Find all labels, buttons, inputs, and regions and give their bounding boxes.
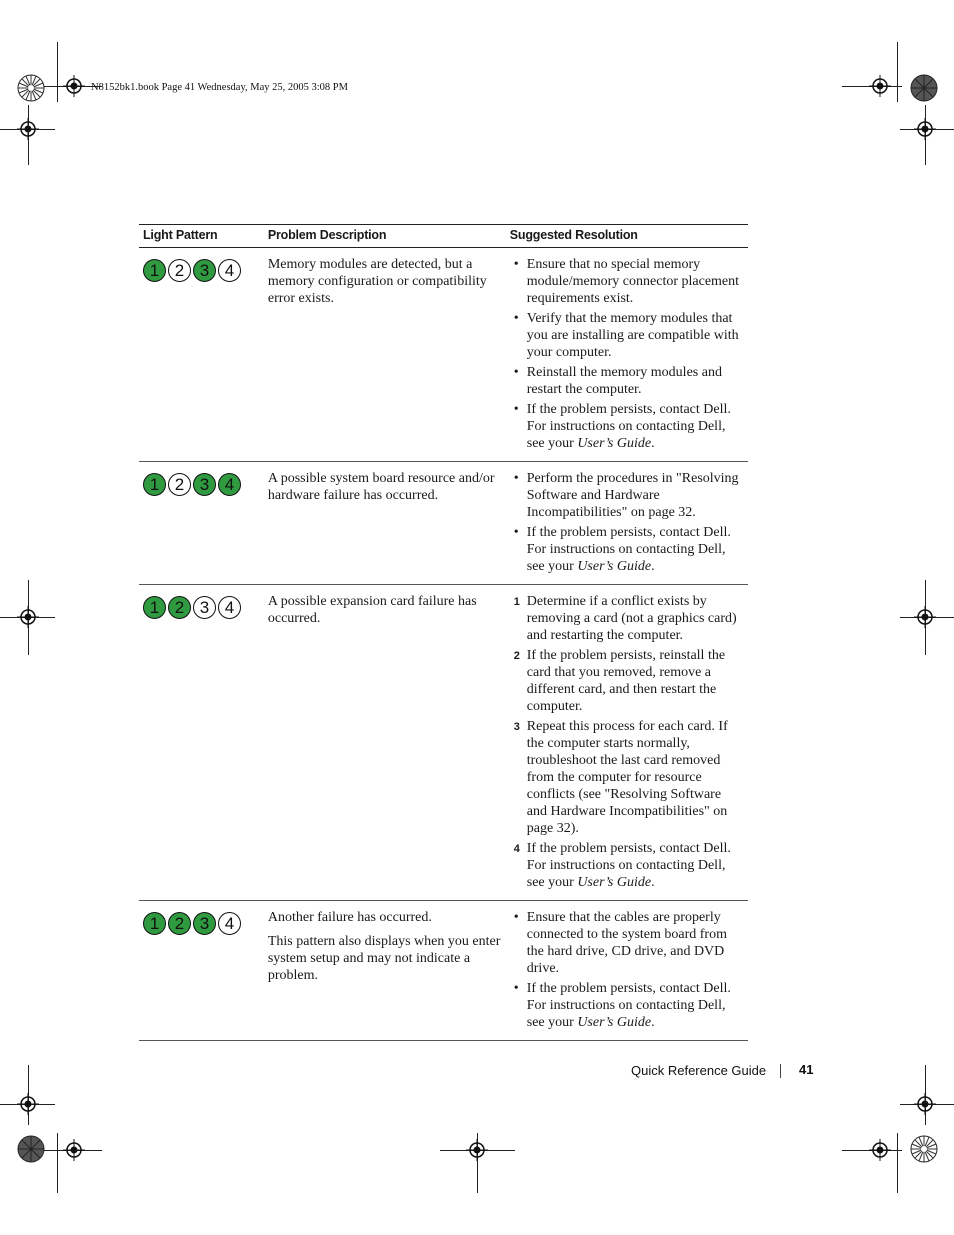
table-header-row (139, 225, 748, 248)
diagnostic-light-1-on: 1 (143, 912, 166, 935)
registration-mark-icon (17, 606, 39, 628)
diagnostic-light-1-on: 1 (143, 473, 166, 496)
resolution-text: Determine if a conflict exists by removing a card (not a graphics card) and restarting the computer. (526, 594, 737, 643)
crop-mark (57, 1133, 58, 1193)
suggested-resolution-cell (506, 585, 748, 901)
header-light-pattern: Light Pattern (139, 225, 264, 248)
diagnostic-lights-table (139, 224, 748, 1041)
starburst-target-icon (910, 74, 938, 102)
problem-description-text: This pattern also displays when you enter system setup and may not indicate a problem. (267, 934, 501, 983)
light-pattern-cell (139, 585, 264, 901)
header-problem-description: Problem Description (264, 225, 506, 248)
guide-title-reference: User’s Guide (577, 875, 652, 890)
diagnostic-light-4-off: 4 (218, 596, 241, 619)
resolution-text-tail: . (651, 559, 655, 574)
crop-mark (57, 42, 58, 102)
registration-mark-icon (914, 606, 936, 628)
problem-description-cell (264, 248, 506, 462)
resolution-text: If the problem persists, contact Dell. For instructions on contacting Dell, see your (526, 981, 731, 1030)
resolution-text: Verify that the memory modules that you are installing are compatible with your computer. (526, 311, 739, 360)
resolution-text-tail: . (651, 1015, 655, 1030)
problem-description-text: A possible expansion card failure has occurred. (267, 594, 477, 626)
guide-title-reference: User’s Guide (577, 436, 652, 451)
table-row (139, 901, 748, 1041)
resolution-text: If the problem persists, contact Dell. For instructions on contacting Dell, see your (526, 841, 731, 890)
diagnostic-light-2-off: 2 (168, 259, 191, 282)
diagnostic-light-1-on: 1 (143, 596, 166, 619)
guide-title-reference: User’s Guide (577, 1015, 652, 1030)
table-row (139, 462, 748, 585)
diagnostic-lights (143, 464, 260, 496)
resolution-text: If the problem persists, contact Dell. For instructions on contacting Dell, see your (526, 525, 731, 574)
diagnostic-light-3-off: 3 (193, 596, 216, 619)
resolution-text: Perform the procedures in "Resolving Software and Hardware Incompatibilities" on page 32. (526, 471, 739, 520)
diagnostic-lights (143, 250, 260, 282)
resolution-item (510, 980, 744, 1031)
registration-mark-icon (17, 118, 39, 140)
diagnostic-light-2-on: 2 (168, 596, 191, 619)
diagnostic-light-4-on: 4 (218, 473, 241, 496)
registration-mark-icon (914, 118, 936, 140)
diagnostic-light-2-on: 2 (168, 912, 191, 935)
resolution-item (510, 401, 744, 452)
resolution-text: If the problem persists, reinstall the card that you removed, remove a different card, and then restart the computer. (526, 648, 726, 714)
resolution-text: Reinstall the memory modules and restart the computer. (526, 365, 722, 397)
resolution-item (510, 909, 744, 977)
suggested-resolution-cell (506, 901, 748, 1041)
resolution-item (510, 364, 744, 398)
footer-title: Quick Reference Guide (631, 1063, 767, 1078)
table-row (139, 585, 748, 901)
diagnostic-light-1-on: 1 (143, 259, 166, 282)
footer-divider (780, 1064, 781, 1078)
diagnostic-light-2-off: 2 (168, 473, 191, 496)
step-number: 1 (513, 596, 520, 608)
step-number: 3 (513, 721, 520, 733)
light-pattern-cell (139, 248, 264, 462)
resolution-bullet-list (510, 256, 744, 452)
resolution-item (510, 718, 744, 837)
suggested-resolution-cell (506, 248, 748, 462)
diagnostic-light-4-off: 4 (218, 912, 241, 935)
problem-description-text: Memory modules are detected, but a memory configuration or compatibility error exists. (267, 257, 487, 306)
resolution-text: Ensure that no special memory module/memory connector placement requirements exist. (526, 257, 740, 306)
table-body (139, 248, 748, 1041)
problem-description-cell (264, 901, 506, 1041)
light-pattern-cell (139, 901, 264, 1041)
header-suggested-resolution: Suggested Resolution (506, 225, 748, 248)
crop-mark (897, 1133, 898, 1193)
resolution-bullet-list (510, 470, 744, 575)
registration-mark-icon (466, 1139, 488, 1161)
diagnostic-light-3-on: 3 (193, 912, 216, 935)
resolution-item (510, 256, 744, 307)
starburst-target-icon (17, 74, 45, 102)
light-pattern-cell (139, 462, 264, 585)
page-number: 41 (799, 1062, 814, 1077)
registration-mark-icon (869, 75, 891, 97)
guide-title-reference: User’s Guide (577, 559, 652, 574)
suggested-resolution-cell (506, 462, 748, 585)
problem-description-text: A possible system board resource and/or hardware failure has occurred. (267, 471, 495, 503)
starburst-target-icon (17, 1135, 45, 1163)
diagnostic-light-3-on: 3 (193, 473, 216, 496)
resolution-text: Repeat this process for each card. If the computer starts normally, troubleshoot the last card removed from the computer for resource conflicts (see "Resolving Software and Hardware Incompatibilities" on page 32). (526, 719, 728, 836)
starburst-target-icon (910, 1135, 938, 1163)
resolution-item (510, 310, 744, 361)
resolution-text-tail: . (651, 436, 655, 451)
registration-mark-icon (17, 1093, 39, 1115)
resolution-item (510, 593, 744, 644)
registration-mark-icon (869, 1139, 891, 1161)
resolution-item (510, 524, 744, 575)
diagnostic-lights (143, 903, 260, 935)
step-number: 2 (513, 650, 520, 662)
resolution-text: Ensure that the cables are properly connected to the system board from the hard drive, CD drive, and DVD drive. (526, 910, 727, 976)
diagnostic-light-4-off: 4 (218, 259, 241, 282)
resolution-item (510, 470, 744, 521)
problem-description-text: Another failure has occurred. (267, 910, 432, 925)
diagnostic-light-3-on: 3 (193, 259, 216, 282)
resolution-item (510, 647, 744, 715)
crop-mark (897, 42, 898, 102)
problem-description-cell (264, 585, 506, 901)
registration-mark-icon (63, 75, 85, 97)
problem-description-cell (264, 462, 506, 585)
resolution-bullet-list (510, 909, 744, 1031)
resolution-steps-list (510, 593, 744, 891)
registration-mark-icon (914, 1093, 936, 1115)
resolution-item (510, 840, 744, 891)
table-row (139, 248, 748, 462)
resolution-text-tail: . (651, 875, 655, 890)
diagnostic-lights (143, 587, 260, 619)
print-header-meta: N8152bk1.book Page 41 Wednesday, May 25, 2005 3:08 PM (91, 82, 348, 93)
registration-mark-icon (63, 1139, 85, 1161)
resolution-text: If the problem persists, contact Dell. For instructions on contacting Dell, see your (526, 402, 731, 451)
step-number: 4 (513, 843, 520, 855)
